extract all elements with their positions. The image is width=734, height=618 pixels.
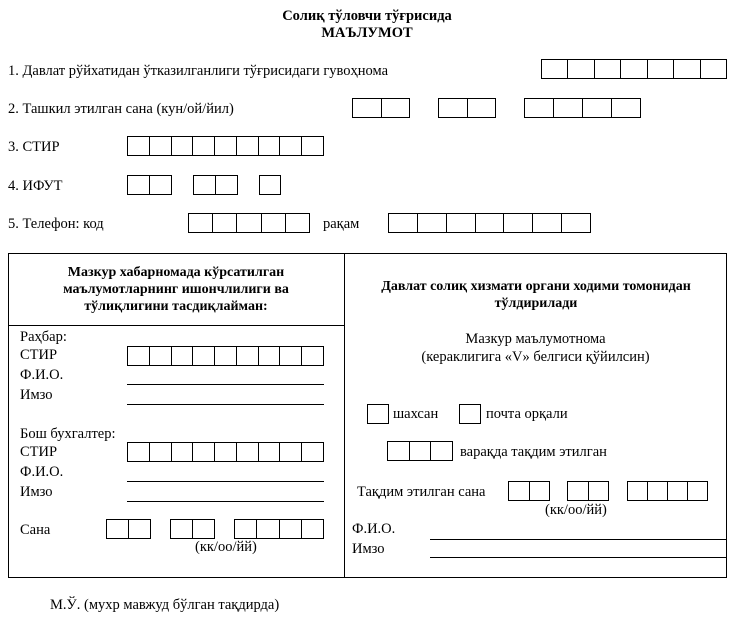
founding-day-boxes[interactable] (352, 98, 410, 118)
sheets-count-boxes[interactable] (387, 441, 453, 461)
director-signature-label: Имзо (20, 387, 53, 403)
submitted-day-boxes[interactable] (508, 481, 550, 501)
chief-accountant-label: Бош бухгалтер: (20, 426, 116, 442)
post-checkbox[interactable] (459, 404, 481, 424)
date-day-boxes[interactable] (106, 519, 151, 539)
founding-month-boxes[interactable] (438, 98, 496, 118)
stir-boxes[interactable] (127, 136, 324, 156)
date-month-boxes[interactable] (170, 519, 215, 539)
left-header-separator (8, 325, 344, 326)
personal-checkbox[interactable] (367, 404, 389, 424)
director-label: Раҳбар: (20, 329, 67, 345)
right-panel-heading: Давлат солиқ хизмати органи ходими томонидан тўлдирилади (381, 279, 691, 311)
director-fio-line[interactable] (127, 384, 324, 385)
officer-fio-line[interactable] (430, 539, 726, 540)
director-fio-label: Ф.И.О. (20, 367, 64, 383)
submitted-month-boxes[interactable] (567, 481, 609, 501)
personal-option-label: шахсан (393, 406, 439, 422)
phone-code-boxes[interactable] (188, 213, 310, 233)
founding-date-label: 2. Ташкил этилган сана (кун/ой/йил) (8, 101, 234, 117)
submitted-date-format-hint: (кк/оо/йй) (545, 502, 607, 518)
date-label: Сана (20, 522, 51, 538)
stamp-note: М.Ў. (мухр мавжуд бўлган тақдирда) (50, 597, 280, 613)
date-format-hint: (кк/оо/йй) (195, 539, 257, 555)
phone-number-boxes[interactable] (388, 213, 591, 233)
stir-label: 3. СТИР (8, 139, 60, 155)
officer-signature-line[interactable] (430, 557, 726, 558)
director-signature-line[interactable] (127, 404, 324, 405)
ifut-boxes-2[interactable] (193, 175, 238, 195)
submitted-date-label: Тақдим этилган сана (357, 484, 486, 500)
info-title: Мазкур маълумотнома (465, 331, 606, 347)
officer-signature-label: Имзо (352, 541, 385, 557)
table-divider (344, 253, 345, 578)
submitted-year-boxes[interactable] (627, 481, 708, 501)
phone-number-label: рақам (323, 216, 360, 232)
accountant-signature-label: Имзо (20, 484, 53, 500)
sheets-submitted-label: варақда тақдим этилган (460, 444, 607, 460)
director-stir-label: СТИР (20, 347, 58, 363)
founding-year-boxes[interactable] (524, 98, 641, 118)
ifut-boxes-3[interactable] (259, 175, 281, 195)
post-option-label: почта орқали (486, 406, 568, 422)
accountant-fio-label: Ф.И.О. (20, 464, 64, 480)
form-subtitle: Солиқ тўловчи тўғрисида (282, 8, 452, 24)
accountant-stir-label: СТИР (20, 444, 58, 460)
form-title: МАЪЛУМОТ (321, 25, 413, 41)
info-note: (кераклигига «V» белгиси қўйилсин) (421, 349, 650, 365)
officer-fio-label: Ф.И.О. (352, 521, 396, 537)
phone-code-label: 5. Телефон: код (8, 216, 104, 232)
accountant-signature-line[interactable] (127, 501, 324, 502)
left-panel-heading: Мазкур хабарномада кўрсатилган маълумотларнинг ишончлилиги ва тўлиқлигини тасдиқлайман: (63, 265, 289, 314)
date-year-boxes[interactable] (234, 519, 324, 539)
director-stir-boxes[interactable] (127, 346, 324, 366)
ifut-label: 4. ИФУТ (8, 178, 63, 194)
accountant-stir-boxes[interactable] (127, 442, 324, 462)
ifut-boxes-1[interactable] (127, 175, 172, 195)
accountant-fio-line[interactable] (127, 481, 324, 482)
registration-certificate-label: 1. Давлат рўйхатидан ўтказилганлиги тўғрисидаги гувоҳнома (8, 63, 389, 79)
registration-certificate-boxes[interactable] (541, 59, 727, 79)
